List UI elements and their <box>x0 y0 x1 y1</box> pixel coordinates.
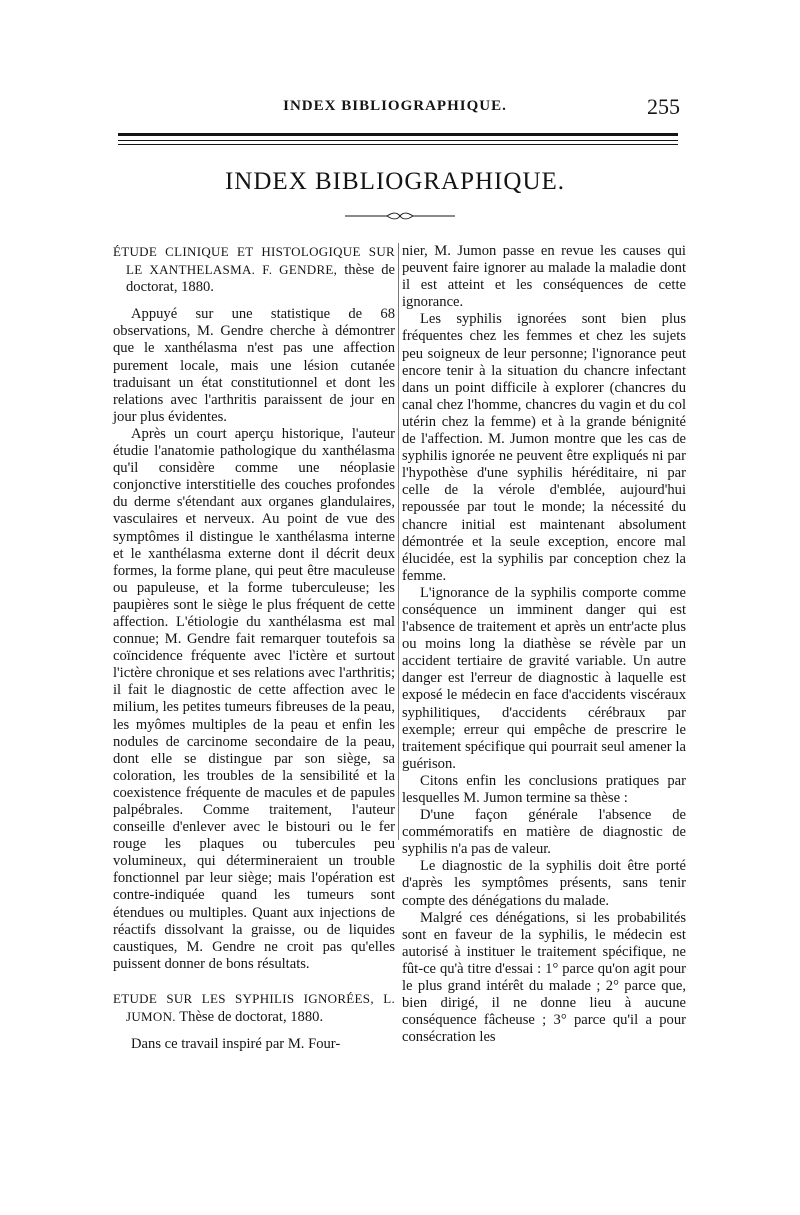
right-column <box>402 243 686 1046</box>
paragraph: Le diagnostic de la syphilis doit être porté d'après les symptômes présents, sans tenir compte des dénégations du malade. <box>402 858 686 909</box>
spacer <box>113 1026 395 1036</box>
reference-author: L. JUMON. <box>126 990 395 1025</box>
reference-heading: ÉTUDE CLINIQUE ET HISTOLOGIQUE SUR LE XANTHELASMA. <box>113 244 395 278</box>
running-head-title: INDEX BIBLIOGRAPHIQUE. <box>283 98 507 114</box>
reference-heading: ETUDE SUR LES SYPHILIS IGNORÉES, <box>113 990 374 1006</box>
page-title: INDEX BIBLIOGRAPHIQUE. <box>224 168 566 195</box>
paragraph: L'ignorance de la syphilis comporte comme conséquence un imminent danger qui est l'absence de traitement et après un entr'acte plus ou moins long la diathèse se révèle par un accident tertiaire de gravité variable. Un autre danger est l'erreur de diagnostic à laquelle est exposé le médecin en face d'accidents viscéraux syphilitiques, d'accidents cérébraux par exemple; erreur qui empêche de prescrire le traitement spécifique qui pourrait seul amener la guérison. <box>402 584 686 772</box>
running-head <box>110 94 680 122</box>
paragraph: Appuyé sur une statistique de 68 observations, M. Gendre cherche à démontrer que le xanthélasma n'est pas une affection purement locale, mais une lésion cutanée traduisant un état constitutionnel et dont les relations avec l'arthritis paraissent de jour en jour plus évidentes. <box>113 306 395 425</box>
spacer <box>113 973 395 990</box>
reference-entry-jumon <box>113 990 395 1026</box>
paragraph: Malgré ces dénégations, si les probabilités sont en faveur de la syphilis, le médecin est autorisé à instituer le traitement spécifique, ne fût-ce qu'à titre d'essai : 1° parce qu'on agit pour le plus grand intérêt du malade ; 2° parce que, bien dirigé, il ne donne lieu à aucune conséquence fâcheuse ; 3° parce qu'il a pour consécration les <box>402 909 686 1046</box>
header-rule-thin-1 <box>118 140 678 141</box>
paragraph: Citons enfin les conclusions pratiques par lesquelles M. Jumon termine sa thèse : <box>402 772 686 806</box>
page-number: 255 <box>647 94 680 119</box>
paragraph: D'une façon générale l'absence de commémoratifs en matière de diagnostic de syphilis n'a pas de valeur. <box>402 807 686 858</box>
reference-author: F. GENDRE, <box>262 262 338 278</box>
paragraph: Dans ce travail inspiré par M. Four- <box>131 1036 341 1053</box>
title-ornament <box>345 212 455 220</box>
header-rule-thin-2 <box>118 144 678 145</box>
reference-details: thèse de doctorat, 1880. <box>126 262 395 296</box>
column-divider <box>398 243 399 840</box>
header-rule-thick <box>118 133 678 136</box>
reference-entry-gendre <box>113 243 395 296</box>
paragraph: Après un court aperçu historique, l'auteur étudie l'anatomie pathologique du xanthélasma qu'il considère comme une néoplasie conjonctive interstitielle des couches profondes du derme s'étendant aux organes glandulaires, vasculaires et nerveux. Au point de vue des symptômes il distingue le xanthélasma interne et le xanthélasma externe dont il décrit deux formes, la forme plane, qui peut être maculeuse ou papuleuse, et la forme tuberculeuse; les paupières sont le siège le plus fréquent de cette affection. L'étiologie du xanthélasma est mal connue; M. Gendre fait remarquer toutefois sa coïncidence fréquente avec l'ictère et surtout l'ictère chronique et ses relations avec l'arthritis; il fait le diagnostic de cette affection avec le milium, les petites tumeurs fibreuses de la peau, les myômes multiples de la peau et enfin les nodules de carcinome secondaire de la peau, dont elle se distingue par son siège, sa coloration, les troubles de la sensibilité et la coexistence fréquente de macules et de papules palpébrales. Comme traitement, l'auteur conseille d'enlever avec le bistouri ou le fer rouge les plaques ou tubercules peu volumineux, qui détermineraient un trouble fonctionnel par leur siège; mais l'opération est contre-indiquée quand les tumeurs sont étendues ou multiples. Quant aux injections de réactifs dissolvant la graisse, ou de liquides caustiques, M. Gendre ne croit pas qu'elles puissent donner de bons résultats. <box>113 425 395 972</box>
spacer <box>113 296 395 306</box>
reference-details: Thèse de doctorat, 1880. <box>179 1009 324 1026</box>
left-column <box>113 243 395 1053</box>
paragraph: nier, M. Jumon passe en revue les causes qui peuvent faire ignorer au malade la maladie dont il est atteint et les conséquences de cette ignorance. <box>402 243 686 311</box>
paragraph: Les syphilis ignorées sont bien plus fréquentes chez les femmes et chez les sujets peu soigneux de leur personne; l'ignorance peut encore tenir à la situation du chancre infectant dans un point difficile à explorer (chancres du canal chez l'homme, chancres du vagin et du col utérin chez la femme) et à la grande bénignité de l'affection. M. Jumon montre que les cas de syphilis ignorée ne peuvent être expliqués ni par l'hypothèse d'une syphilis héréditaire, ni par celle de la vérole d'emblée, aujourd'hui repoussée par tout le monde; la nécessité du chancre initial est maintenant absolument démontrée et la seule exception, encore mal élucidée, est la syphilis par conception chez la femme. <box>402 311 686 584</box>
